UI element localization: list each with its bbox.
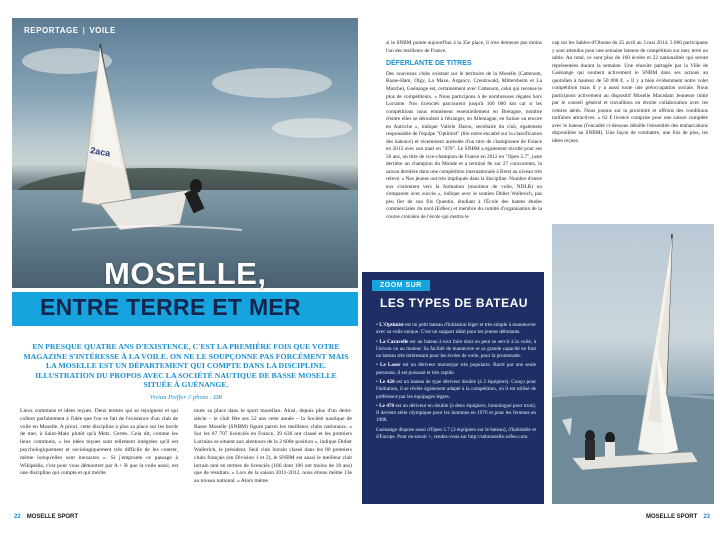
title-line-1: MOSELLE,	[104, 256, 267, 291]
body-column-1: Lieux communs et idées reçues. Deux termes qui se rejoignent et qui collent parfaitement à l'idée que l'on se fait de l'existence d'un club de voile en Moselle. A priori, cette discipline a plus sa place sur les bords de mer, à Saint-Malo plutôt qu'à Metz. Certes. Cela dit, comme les lieux communs, « les idées reçues sont tellement intégrées qu'il est psychologiquement et sociologiquement très difficile de les contrer, même lorsqu'elles sont inexactes ». Si j'emprunte ce passage à Wikipédia, c'est pour vous démontrer par A + B que la voile aussi, est une discipline qui compte et qui mérite	[20, 408, 178, 477]
sidebar-body	[376, 322, 536, 500]
sailboat-photo	[12, 18, 358, 288]
sidebar-item: • Le Laser est un dériveur monotype très populaire. Barré par une seule personne, il est puissant et très rapide.	[376, 362, 536, 376]
right-intro: si le SNBM pointe aujourd'hui à la 35e place, il n'en demeure pas moins l'un des meilleurs de France.	[386, 40, 542, 54]
sidebar-item: • Le 420 est un bateau de type dériveur double (à 2 équipiers). Conçu pour l'initiation, il se révèle également adapté à la compétition, où il est utilisé de préférence par les équipages légers.	[376, 378, 536, 400]
article-credit: Vivian Peiffer // photo : DR	[149, 394, 223, 401]
sidebar-title: LES TYPES DE BATEAU	[380, 296, 528, 310]
right-body: Des nouveaux clubs existant sur le territoire de la Moselle (Cattenom, Basse-Ham, Olgy, La Maxe, Argancy, Creutzwald, Mittersheim et La Mutche), Guénange est, certainement avec Cattenom, celui qui recense le plus de compétiteurs. « Nous participons à de nombreuses régates hors Lorraine. Nos licenciés parcourent jusqu'à 100 000 km car si les compétitions nous emmènent essentiellement en Bretagne, nombre d'entre elles se déroulent à l'étranger, en Allemagne, en Suisse ou encore en Autriche », indique Valérie Darou, secrétaire du club, également responsable de l'équipe "Optimist" (lire notre encadré sur la classification des bateaux) et récemment auréolée d'un titre de championne de France en 2013 avec son mari en "470". Le SNBM a également récolté pour ses 50 ans, un titre de vice-champion de France en 2012 en "Open 5.7", juste derrière un champion du Monde et a terminé 8e sur 27 concurrents, la saison dernière dans une compétition internationale à Brest au niveau très relevé. « Nos jeunes ont très impliqués dans la discipline. Nombre d'entre eux s'orientent vers la formation (moniteur de voile, NDLR) ou s'emparent avec succès », indique avec le soutien Didier Wallerich, pas peu fier de son fils Quentin, étudiant à l'École des hautes études commerciales du nord (Edhec) et membre du comité d'organisation de la course croisière de l'école qui mettra le	[386, 70, 542, 220]
magazine-name-right: MOSELLE SPORT	[645, 514, 698, 520]
catamaran-icon	[552, 224, 714, 504]
sidebar-item: • La Caravelle est un bateau à tout faire dont on peut se servir à la voile, à l'aviron ou au moteur. Sa facilité de manœuvre et sa grande capacité en font un bateau très intéressant pour les écoles de voile, pour la promenade.	[376, 338, 536, 360]
page-number-left: 22	[14, 514, 21, 520]
body-column-2: toute sa place dans le sport mosellan. Ainsi, depuis plus d'un demi-siècle – le club fête ses 52 ans cette année – la Société nautique de Basse Moselle (SNBM) figure parmi les meilleurs clubs nationaux. « Sur les 87 707 licenciés en France, 39 636 ont classé et les premiers Lorrains se situent aux alentours de la 2 600e position », indique Didier Wallerich, le président. Seul club lorrain classé dans les 80 premiers clubs français (en Division 1 et 2), le SNBM est aussi le meilleur club lorrain tant en termes de licenciés (166 dont 106 ont moins de 18 ans) que de résultats. « Lors de la saison 2011-2012, nous étions même 13e au niveau national. » Alors même	[194, 408, 352, 485]
sidebar-item: Guénange dispose aussi d'Open 5.7 (3 équipiers sur le bateau), d'habitable et d'Europe. Pour en savoir +, rendez-vous sur http://snbmoselle.wifeo.com.	[376, 426, 536, 440]
magazine-name-left: MOSELLE SPORT	[26, 514, 79, 520]
sidebar-item: • Le 470 est un dériveur en double (à deux équipiers, homologué pour trois). Il devient série olympique pour les hommes en 1976 et pour les femmes en 1988.	[376, 402, 536, 424]
subheading: DÉFERLANTE DE TITRES	[386, 60, 472, 68]
article-title	[12, 254, 358, 326]
page-number-right: 23	[703, 514, 710, 520]
footer-right	[646, 514, 710, 520]
sidebar-item: • L'Optimist est un petit bateau d'initiation léger et très simple à manœuvrer avec sa voile unique. C'est un support idéal pour les jeunes débutants.	[376, 322, 536, 336]
subsection-label: VOILE	[89, 26, 116, 35]
left-page	[12, 18, 358, 528]
section-header: REPORTAGE | VOILE	[24, 26, 116, 35]
zoom-label: ZOOM SUR	[372, 280, 430, 291]
right-column-1	[386, 40, 542, 250]
article-lead: EN PRESQUE QUATRE ANS D'EXISTENCE, C'EST LA PREMIÈRE FOIS QUE VOTRE MAGAZINE S'INTÉRESSE À LA VOILE. ON NE LE SOUPÇONNE PAS FORCÉMENT MAIS LA MOSELLE EST UN DÉPARTEMENT QUI COMPTE DANS LA DISCIPLINE. ILLUSTRATION DU PROPOS AVEC LA SOCIÉTÉ NAUTIQUE DE BASSE MOSELLE SITUÉE À GUÉNANGE.	[23, 342, 349, 389]
catamaran-photo	[552, 224, 714, 504]
right-page	[362, 18, 714, 528]
section-label: REPORTAGE	[24, 26, 79, 35]
footer-left	[14, 514, 78, 520]
boat-types-sidebar	[362, 272, 544, 504]
title-line-2: ENTRE TERRE ET MER	[40, 294, 301, 320]
body-columns	[20, 408, 352, 516]
right-column-2: cap sur les Sables-d'Olonne du 25 avril au 3 mai 2014. 3 000 participants y sont attendus pour une semaine intense de compétition sur mer, terre ou sable. Au total, ce sont plus de 160 écoles et 22 nationalités qui seront représentées durant la semaine. Une réussite partagée par la Ville de Guénange qui soutient activement le SNBM dans ses actions au quotidien à hauteur de 50 000 €. « Il y a bien évidemment notre volet compétition mais il y a aussi toute une préoccupation sociale. Nous participons activement au dispositif Moselle Macadam Jeunesse initié par le conseil général et travaillons en étroite collaboration avec les centres aérés. Nous jouons sur la proximité et offrons des conditions tarifaires attractives. » 62 € licence comprise pour une saison complète avec le bateau (l'encadré ci-dessous détaille l'ensemble des embarcations disponibles au SNBM). Une façon de combattre, une fois de plus, les idées reçues.	[552, 40, 708, 144]
svg-text:2aca: 2aca	[89, 145, 112, 159]
sailboat-icon	[12, 18, 358, 288]
